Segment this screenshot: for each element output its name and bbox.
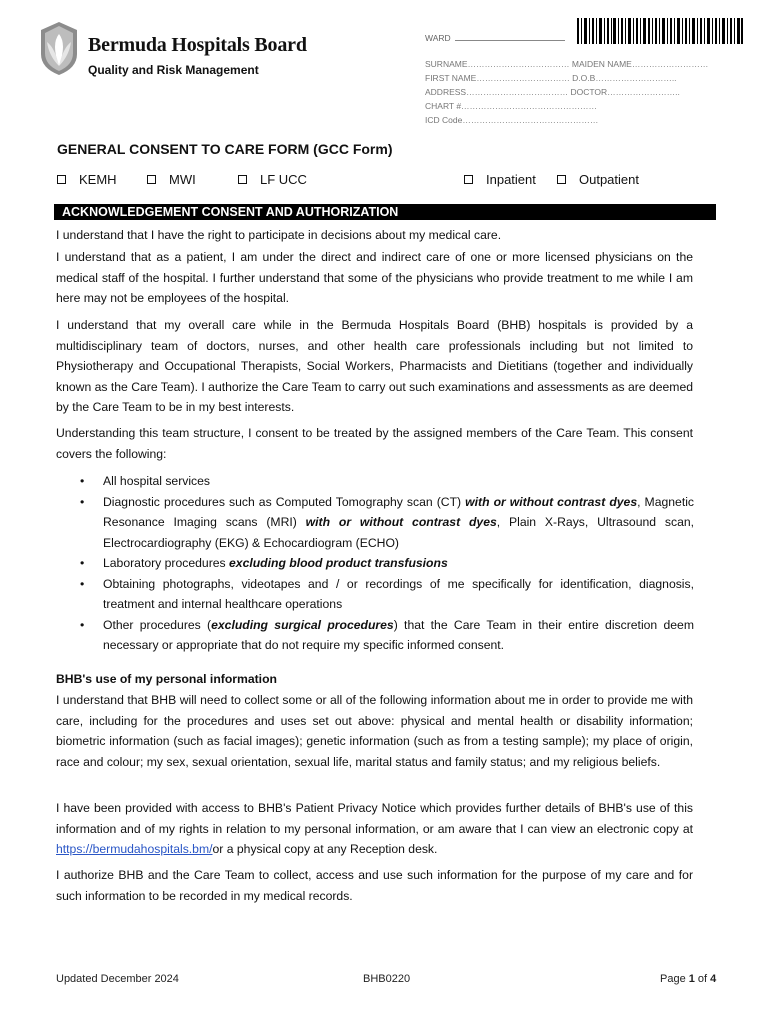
paragraph-3 [56, 315, 693, 418]
checkbox-mwi[interactable] [147, 172, 196, 187]
ward-label: WARD [425, 33, 451, 43]
first-name-field[interactable]: FIRST NAME…………………………… D.O.B……………………….. [425, 73, 677, 83]
personal-info-paragraph-3 [56, 865, 693, 906]
checkbox-icon[interactable] [147, 175, 156, 184]
paragraph-4 [56, 423, 693, 464]
form-title: GENERAL CONSENT TO CARE FORM (GCC Form) [57, 141, 393, 157]
department-name: Quality and Risk Management [88, 63, 259, 77]
checkbox-label: Inpatient [486, 172, 536, 187]
footer-form-code: BHB0220 [363, 973, 411, 985]
footer-page-number: Page 1 of 4 [660, 973, 717, 985]
checkbox-icon[interactable] [464, 175, 473, 184]
paragraph-text: I understand that my overall care while in the Bermuda Hospitals Board (BHB) hospitals is provided by a multidisciplinary team of doctors, nurses, and other health care professionals including but not limited to Physiotherapy and Occupational Therapists, Social Workers, Pharmacists and Dietitians (together and individually known as the Care Team). I authorize the Care Team to carry out such examinations and assessments as are deemed by the Care Team to be in my best interests. [56, 318, 694, 414]
paragraph-text: I understand that I have the right to participate in decisions about my medical care. [56, 228, 502, 242]
checkbox-label: LF UCC [260, 172, 307, 187]
personal-info-paragraph-1 [56, 690, 693, 772]
organization-name: Bermuda Hospitals Board [88, 34, 307, 56]
ward-field[interactable] [425, 32, 565, 43]
personal-info-paragraph-2 [56, 798, 693, 860]
list-item: • Diagnostic procedures such as Computed Tomography scan (CT) with or without contrast dyes, Magnetic Resonance Imaging scans (MRI) with or without contrast dyes, Plain X-Rays, Ultrasound scan, Electrocardiography (EKG) & Echocardiogram (ECHO) [80, 492, 694, 554]
address-field[interactable]: ADDRESS……………………………… DOCTOR…………………….. [425, 87, 680, 97]
consent-list [80, 471, 694, 656]
checkbox-inpatient[interactable] [464, 172, 536, 187]
bhb-logo [37, 20, 81, 76]
paragraph-text: I authorize BHB and the Care Team to collect, access and use such information for the purpose of my care and for such information to be recorded in my medical records. [56, 868, 693, 903]
paragraph-2 [56, 247, 693, 309]
patient-info-fields [425, 57, 708, 127]
section-header: ACKNOWLEDGEMENT CONSENT AND AUTHORIZATION [54, 204, 716, 220]
surname-field[interactable]: SURNAME……………………………… MAIDEN NAME……………………… [425, 59, 709, 69]
ward-line [455, 32, 565, 41]
checkbox-label: Outpatient [579, 172, 639, 187]
checkbox-lf-ucc[interactable] [238, 172, 307, 187]
list-item: • Laboratory procedures excluding blood product transfusions [80, 553, 694, 574]
checkbox-label: MWI [169, 172, 196, 187]
personal-info-heading: BHB's use of my personal information [56, 672, 277, 686]
barcode [577, 18, 743, 44]
privacy-link[interactable]: https://bermudahospitals.bm/ [56, 842, 213, 856]
list-item: • All hospital services [80, 471, 694, 492]
paragraph-1 [56, 225, 693, 246]
checkbox-kemh[interactable] [57, 172, 117, 187]
footer-updated: Updated December 2024 [56, 973, 179, 985]
paragraph-text: I understand that as a patient, I am under the direct and indirect care of one or more licensed physicians on the medical staff of the hospital. I further understand that some of the physicians who provide treatment to me while I am here may not be employees of the hospital. [56, 250, 693, 305]
checkbox-icon[interactable] [238, 175, 247, 184]
icd-code-field[interactable]: ICD Code………………………………………… [425, 115, 599, 125]
checkbox-label: KEMH [79, 172, 117, 187]
paragraph-text: I understand that BHB will need to collect some or all of the following information about me in order to provide me with care, including for the procedures and uses set out above: physical and mental health or disability information; biometric information (such as facial images); genetic information (such as from a testing sample); my place of origin, race and colour; my sex, sexual orientation, sexual life, marital status and family status; and my religious beliefs. [56, 693, 693, 769]
paragraph-text: I have been provided with access to BHB's Patient Privacy Notice which provides further details of BHB's use of this information and of my rights in relation to my personal information, or am aware that I can view an electronic copy at https://bermudahospitals.bm/or a physical copy at any Reception desk. [56, 801, 693, 856]
paragraph-text: Understanding this team structure, I consent to be treated by the assigned members of the Care Team. This consent covers the following: [56, 426, 693, 461]
checkbox-icon[interactable] [557, 175, 566, 184]
list-item: • Other procedures (excluding surgical procedures) that the Care Team in their entire discretion deem necessary or appropriate that do not require my specific informed consent. [80, 615, 694, 656]
list-item: • Obtaining photographs, videotapes and / or recordings of me specifically for identification, diagnosis, treatment and internal healthcare operations [80, 574, 694, 615]
checkbox-outpatient[interactable] [557, 172, 639, 187]
checkbox-icon[interactable] [57, 175, 66, 184]
chart-number-field[interactable]: CHART #………………………………………… [425, 101, 598, 111]
